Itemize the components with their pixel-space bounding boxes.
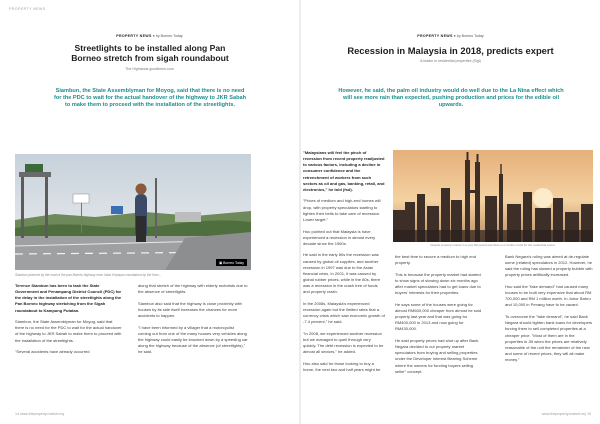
article-paragraph: Hou said the "fake demand" had caused many houses to be built very expensive that about RM 700,000 and RM 1 million worth. In Johor Bahru and 10,000 in Penang have to be vacant. [505,284,592,308]
article-column-2 [138,283,248,361]
article-paragraph: "I have been informed by a villager that a motorcyclist coming out from one of the many houses very vehicles along the highway could easily be knocked down by a speeding car along the highway because of the absence (of streetlights)," he said. [138,324,248,355]
article-paragraph: "Several accidents have already occurred [15,349,90,355]
camera-icon: ▣ [218,260,224,265]
article-paragraph: Bank Negara's ruling was aimed at de-regulate some (related) speculators in 2012. However, he said the ruling has slowed a property bubble with property prices artificially increased. [505,254,593,278]
city-skyline-photo-icon [393,150,593,242]
article-paragraph: He said in the early 80s the recession was caused by global oil supplies, and another recession in 1997 was due to the Asian financial crisis. In 2001, it was caused by global rubber prices, while in the 80s, there was a recession in the crash tree of funds and property crash. [303,252,381,295]
article-lead-paragraph: "Malaysians will feel the pinch of recession from recent property readjusted to various factors, including a decline in consumer confidence and the retrenchment of workers from such sectors as oil and gas, banking, retail, and electronics," he told (fsd). [303,150,385,192]
page-folio: www.theproperty.market.my 15 [541,412,591,416]
pull-quote: Siambun, the State Assemblyman for Moyog, said that there is no need for the PDC to wait for the actual handover of the highway to JKR Sabah to make them to proceed with the installation of the streetlights. [53,88,247,109]
article-column-3 [505,254,593,369]
article-paragraph: Siambun also said that the highway is close proximity with houses by its side itself increases the chances for more accidents to happen. [138,300,242,319]
page-folio: 14 www.theproperty.market.my [15,412,65,416]
roadside-photo-icon [15,154,251,270]
photo-caption: Despite property market in a very flat period and there is no further trend for the residential sector. [430,243,556,247]
article-headline: Recession in Malaysia in 2018, predicts expert [347,45,554,56]
article-kicker [0,34,299,38]
article-byline: The Highlands goodtimes.com [125,67,174,71]
article-paragraph: Hou also said for those looking to buy a home, the next two and half years might be [303,361,381,373]
photo-caption: Siambun pictured by the road of the pan Borneo highway near Jalan Kepayan roundabout by the Kam... [15,273,162,277]
article-photo [15,154,251,270]
kicker-source: by Borneo Today [155,34,183,38]
article-paragraph: This is because the property market had started to show signs of slowing down six months ago after market speculators had to get loans due to buyers' interests for their properties. [395,271,481,296]
article-paragraph: He says some of the houses were going for almost RM600,000 cheaper from almost he sold property last year and that was going for RM400,000 in 2013 and now going for RM430,000. [395,301,482,332]
article-byline: A leader in residential properties (Sigi) [420,59,481,63]
article-paragraph: along that stretch of the highway with elderly motorists due to the absence of streetlights. [138,283,248,295]
article-paragraph: the best time to secure a medium to high end property. [395,254,476,266]
pull-quote: However, he said, the palm oil industry would do well due to the La Nina effect which will see more rain than expected, pushing production and prices for the edible oil upwards. [338,88,564,109]
kicker-section: PROPERTY NEWS [116,34,152,38]
article-paragraph: Siambun, the State Assemblyman for Moyog, said that there is no need for the PDC to wait for the actual handover of the highway to JKR Sabah to make them to proceed with the installation of the streetlights. [15,319,122,343]
article-kicker [301,34,600,38]
article-paragraph: "In 2008, we experienced another recession but we managed to quell through very quickly. The debt recession is expected to be almost all sectors," he added. [303,331,384,355]
left-page [0,0,299,424]
article-photo [393,150,593,242]
photo-badge: ▣ Borneo Today [216,259,247,266]
article-lead-paragraph: Terence Siambun has been to task the State Government and Penampang District Council (PDC) for the delay in the installation of the streetlights along the Pan Borneo highway stretching from the Sigah roundabout to Kampung Putatan. [15,283,122,313]
article-column-2 [395,254,485,380]
article-column-1 [15,283,122,361]
article-paragraph: Hou pointed out that Malaysia is have experienced a recession in almost every decade since the 1960s. [303,228,376,246]
running-head: PROPERTY NEWS [9,7,46,11]
article-paragraph: To overcome the "fake demand", he said Bank Negara should tighten bank loans for developers forcing them to sell completed properties at a cheaper price. "Most of them are in the properties in JB when the prices are relatively reasonable of the unit the remainder of the new and some of recent prices, they will all make money." [505,314,593,363]
article-column-1 [303,150,385,379]
kicker-section: PROPERTY NEWS [417,34,453,38]
article-paragraph: He said property prices had shot up after Bank Negara decided to cut property market speculators from buying and selling properties under the Developer Interest Bearing Scheme where the owners for funding buyers selling seller" concept. [395,338,479,374]
article-paragraph: In the 2008s, Malaysia's experienced recession again but the limited rates that a currency crisis which saw economic growth of -7.4 percent," he said. [303,300,385,325]
article-headline: Streetlights to be installed along Pan Borneo stretch from sigah roundabout [71,43,229,64]
kicker-separator: ● [453,34,457,38]
kicker-separator: ● [152,34,156,38]
right-page [301,0,600,424]
kicker-source: by Borneo Today [456,34,484,38]
article-paragraph: "Prices of medium and high-end homes will drop, with property speculators starting to tighten their belts to take care of recession. Lower target." [303,198,381,222]
